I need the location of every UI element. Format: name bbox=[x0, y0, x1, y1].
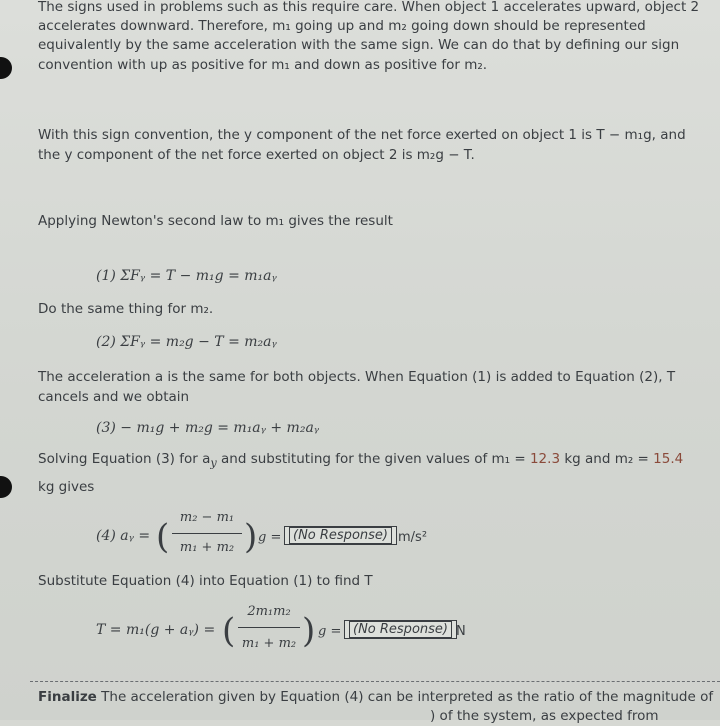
acceleration-response: (No Response) bbox=[289, 527, 392, 544]
paragraph-line: convention with up as positive for m₁ and down as positive for m₂. bbox=[38, 57, 488, 73]
finalize-text: The acceleration given by Equation (4) can be interpreted as the ratio of the magnitude of bbox=[96, 689, 714, 705]
tension-numerator: 2m₁m₂ bbox=[247, 604, 291, 619]
finalize-line bbox=[38, 688, 713, 707]
tension-denominator: m₁ + m₂ bbox=[241, 636, 297, 651]
m1-value: 12.3 bbox=[529, 451, 561, 467]
fraction-bar bbox=[172, 533, 242, 534]
paragraph-line: Applying Newton's second law to m₁ gives the result bbox=[38, 213, 393, 229]
equation-4-denominator: m₁ + m₂ bbox=[179, 540, 235, 555]
equation-3: (3) − m₁g + m₂g = m₁aᵧ + m₂aᵧ bbox=[96, 420, 320, 436]
paragraph-line: equivalently by the same acceleration with the same sign. We can do that by defining our sign bbox=[38, 37, 680, 53]
paragraph-line: accelerates downward. Therefore, m₁ going up and m₂ going down should be represented bbox=[38, 18, 646, 34]
equation-4-lhs: (4) aᵧ = bbox=[96, 528, 151, 544]
paragraph-line: kg gives bbox=[38, 479, 95, 495]
binder-hole bbox=[0, 57, 12, 79]
binder-hole bbox=[0, 476, 12, 498]
subscript-y: y bbox=[210, 456, 217, 470]
paragraph-line: The signs used in problems such as this require care. When object 1 accelerates upward, object 2 bbox=[38, 0, 700, 15]
left-paren: ( bbox=[222, 611, 236, 651]
tension-unit: N bbox=[456, 624, 466, 639]
paragraph-line: ) of the system, as expected from bbox=[430, 708, 659, 724]
section-divider bbox=[30, 681, 720, 682]
fraction-bar bbox=[238, 627, 300, 628]
equation-4-g: g = bbox=[258, 530, 282, 545]
solve-text: kg and m₂ = bbox=[560, 451, 654, 467]
m2-value: 15.4 bbox=[653, 451, 684, 467]
right-paren: ) bbox=[302, 611, 316, 651]
paragraph-line: the y component of the net force exerted on object 2 is m₂g − T. bbox=[38, 147, 475, 163]
tension-equation-lhs: T = m₁(g + aᵧ) = bbox=[96, 622, 216, 638]
paragraph-line bbox=[38, 450, 683, 473]
tension-response-box[interactable] bbox=[344, 620, 457, 639]
paragraph-line: The acceleration a is the same for both objects. When Equation (1) is added to Equation (2), T bbox=[38, 369, 676, 385]
tension-response: (No Response) bbox=[349, 621, 452, 638]
tension-g: g = bbox=[318, 624, 342, 639]
finalize-label: Finalize bbox=[38, 689, 97, 705]
left-paren: ( bbox=[156, 517, 170, 557]
equation-1: (1) ΣFᵧ = T − m₁g = m₁aᵧ bbox=[96, 268, 277, 284]
acceleration-response-box[interactable] bbox=[284, 526, 397, 545]
paragraph-line: Substitute Equation (4) into Equation (1) to find T bbox=[38, 573, 373, 589]
acceleration-unit: m/s² bbox=[398, 530, 428, 545]
equation-4-numerator: m₂ − m₁ bbox=[179, 510, 235, 525]
paragraph-line: With this sign convention, the y component of the net force exerted on object 1 is T − m₁g, and bbox=[38, 127, 686, 143]
paragraph-line: cancels and we obtain bbox=[38, 389, 190, 405]
equation-2: (2) ΣFᵧ = m₂g − T = m₂aᵧ bbox=[96, 334, 277, 350]
right-paren: ) bbox=[244, 517, 258, 557]
solve-text: Solving Equation (3) for a bbox=[38, 451, 211, 467]
paragraph-line: Do the same thing for m₂. bbox=[38, 301, 214, 317]
solve-text: and substituting for the given values of m₁ = bbox=[216, 451, 530, 467]
